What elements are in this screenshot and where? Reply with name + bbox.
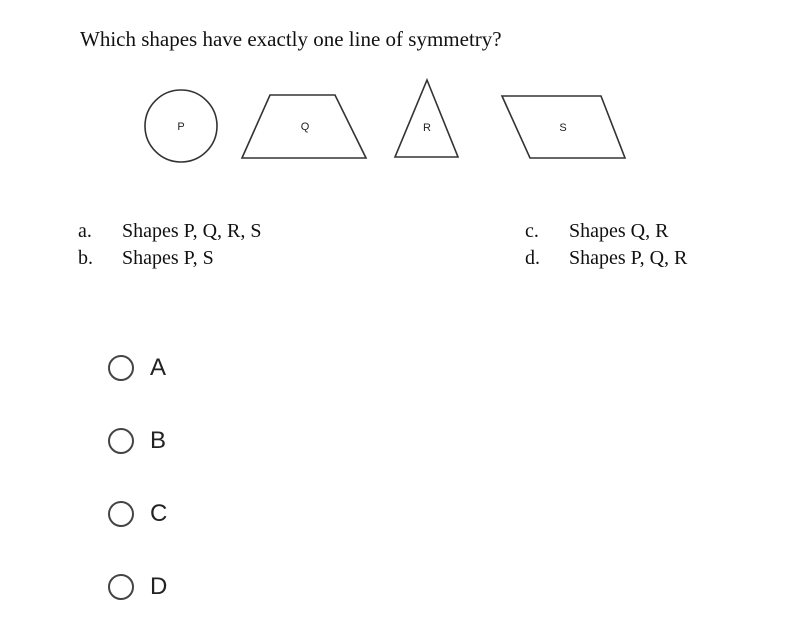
option-d-label[interactable]: D [150,573,168,600]
question-text: Which shapes have exactly one line of symmetry? [80,27,502,51]
shape-q [242,95,366,158]
option-c[interactable] [108,494,167,534]
shape-r [395,80,458,157]
printed-choice-c [525,218,687,245]
shape-p-label: P [177,121,185,133]
shape-p [145,90,217,162]
option-b-label[interactable]: B [150,427,167,454]
printed-choice-letter: a. [78,220,92,242]
shape-s-label: S [559,122,567,134]
option-a[interactable] [108,348,167,388]
option-a-label[interactable]: A [150,354,167,381]
printed-choice-b [78,245,261,272]
option-c-label[interactable]: C [150,500,168,527]
printed-choice-text: Shapes Q, R [569,220,669,242]
shape-s [502,96,625,158]
printed-choice-letter: c. [525,220,539,242]
printed-choice-letter: d. [525,247,540,269]
shape-r-label: R [423,122,431,134]
printed-choices-left [78,218,261,272]
option-d[interactable] [108,567,167,607]
option-b[interactable] [108,421,167,461]
radio-button-a[interactable] [108,355,134,381]
printed-choice-text: Shapes P, Q, R, S [122,220,262,242]
radio-button-b[interactable] [108,428,134,454]
shapes-figure [0,60,800,210]
printed-choice-letter: b. [78,247,93,269]
printed-choice-text: Shapes P, S [122,247,214,269]
printed-choice-a [78,218,261,245]
answer-options [108,348,167,640]
shape-q-label: Q [300,121,310,133]
question-image [0,0,800,300]
radio-button-d[interactable] [108,574,134,600]
radio-button-c[interactable] [108,501,134,527]
printed-choice-text: Shapes P, Q, R [569,247,688,269]
printed-choice-d [525,245,687,272]
printed-choices-right [525,218,687,272]
